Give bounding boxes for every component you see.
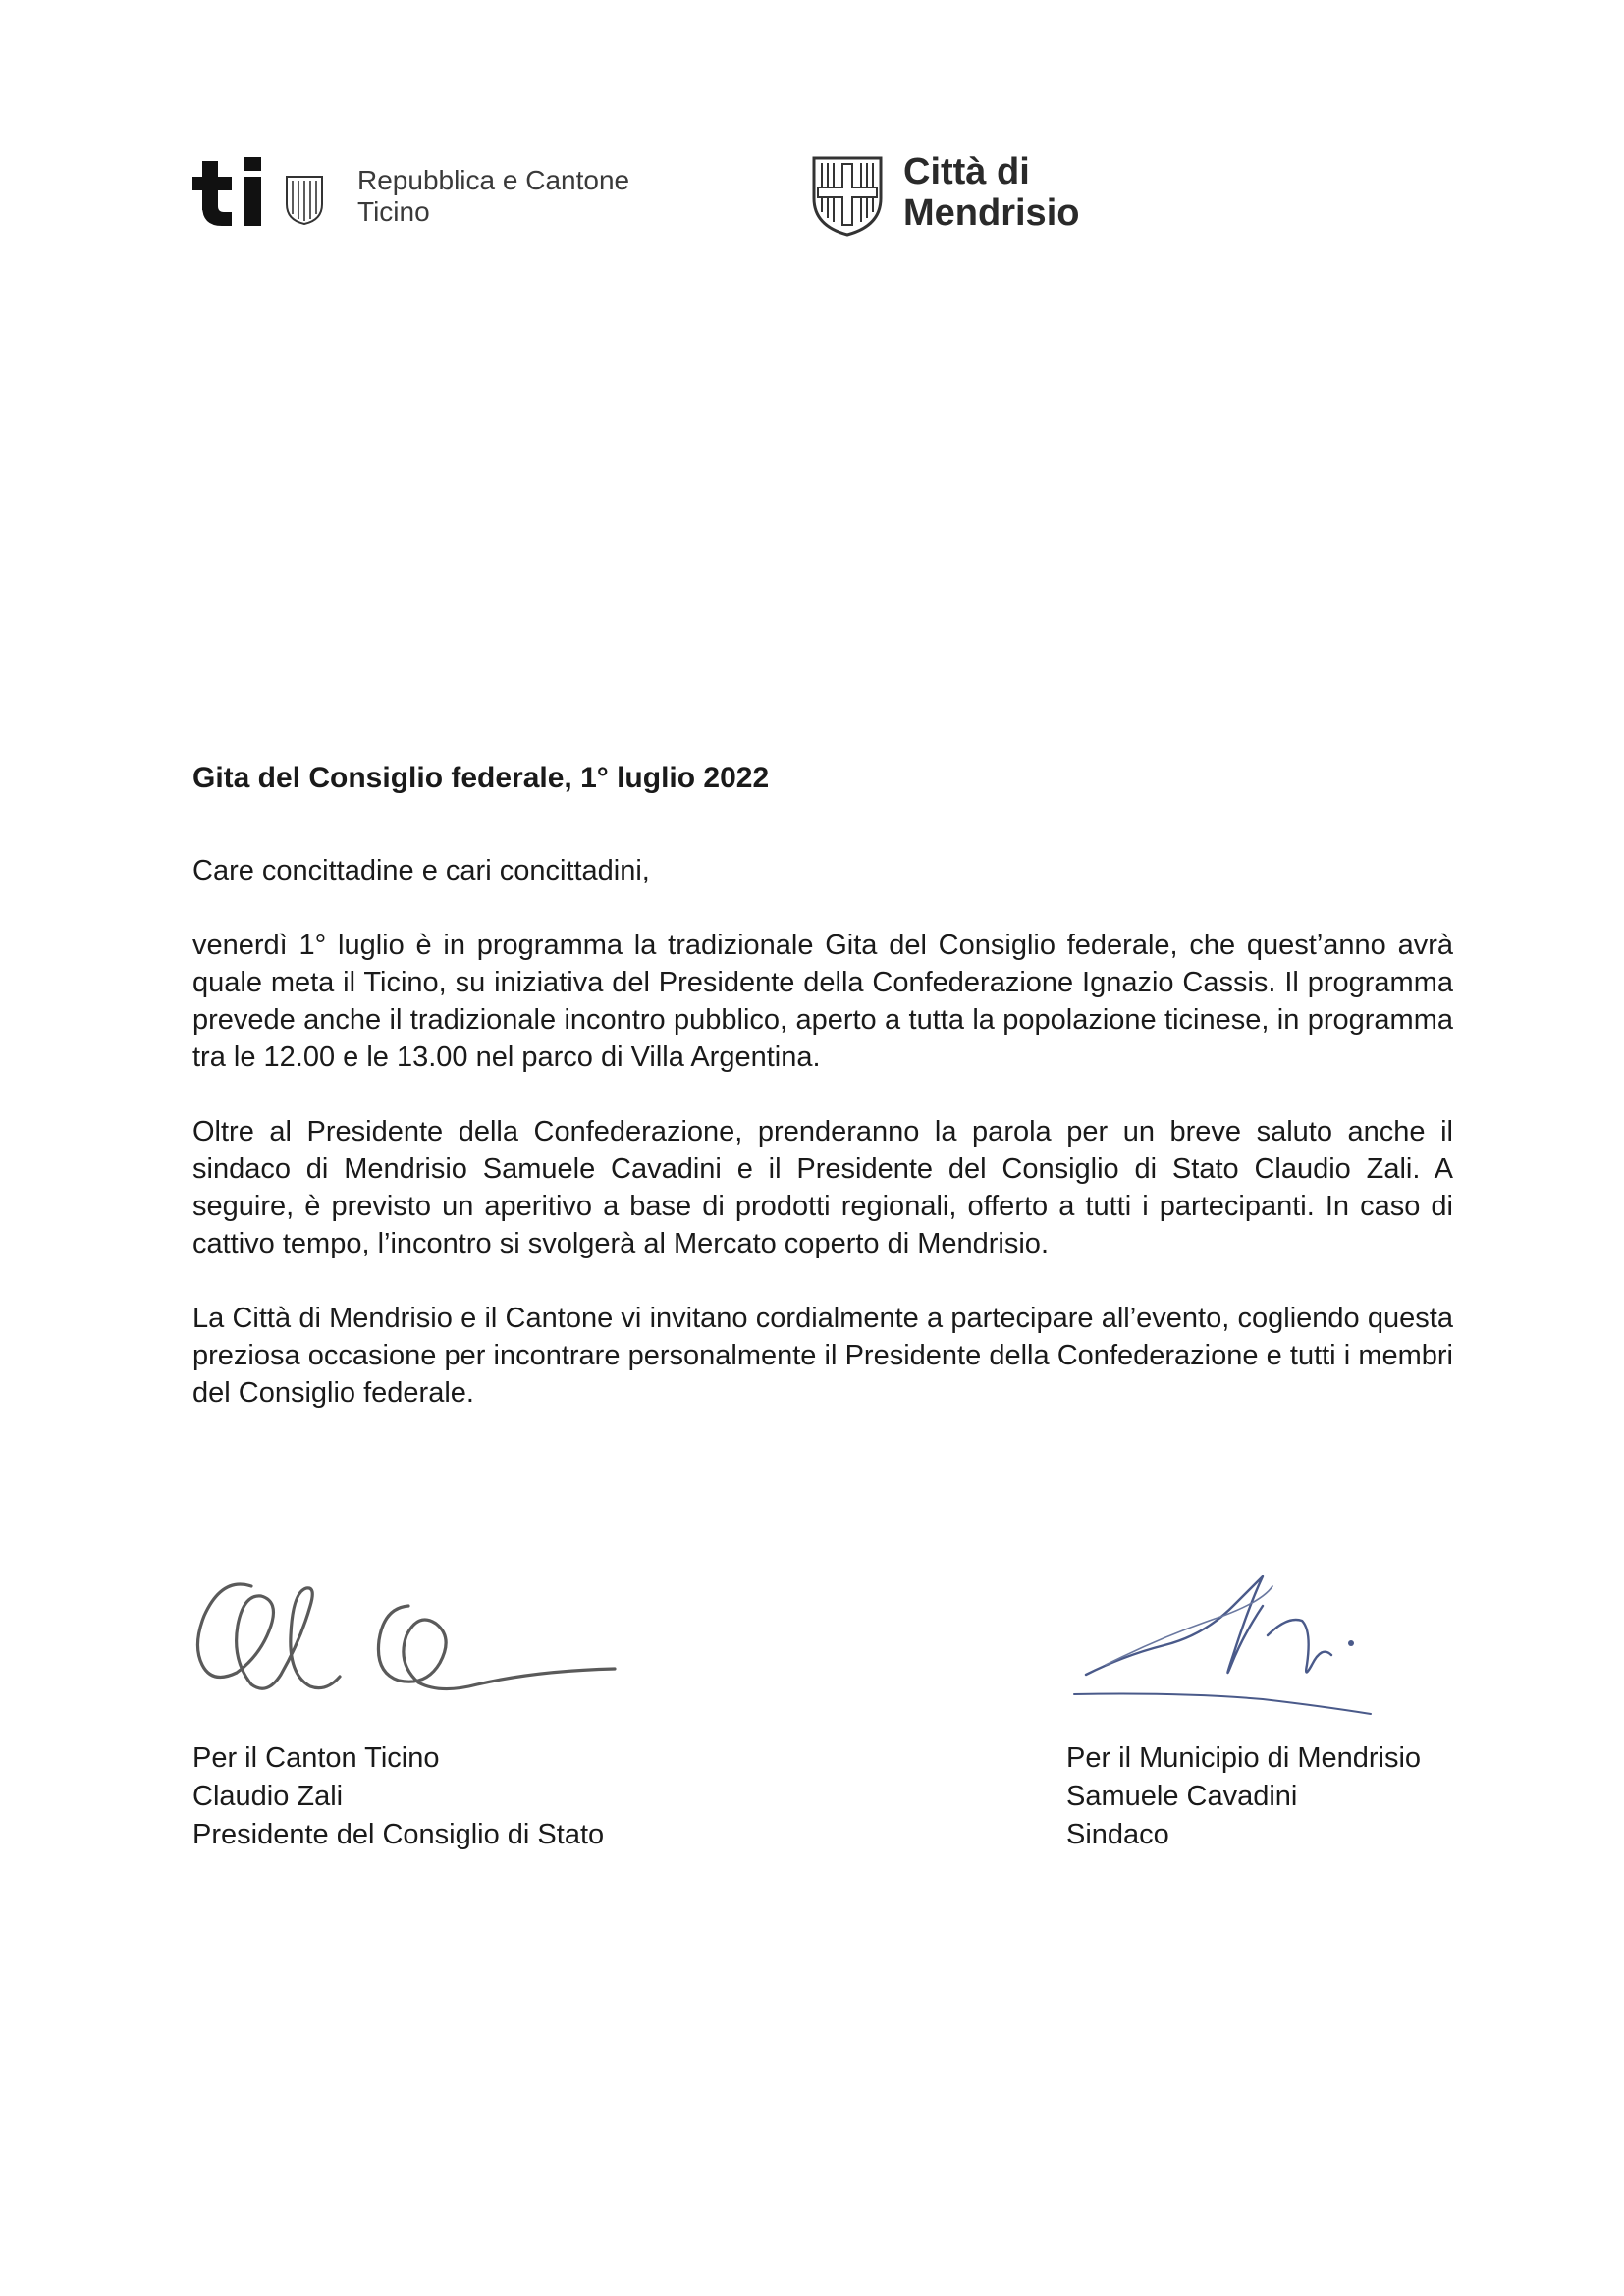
mendrisio-logo-line2: Mendrisio	[903, 192, 1080, 234]
signature-block-right	[1066, 1739, 1421, 1854]
ticino-shield-icon	[285, 175, 324, 226]
mendrisio-logo-line1: Città di	[903, 151, 1030, 192]
ticino-logo-line1: Repubblica e Cantone	[357, 165, 630, 195]
signature-block-left	[192, 1739, 604, 1854]
mendrisio-logo	[811, 151, 1125, 240]
ticino-logo	[192, 157, 644, 230]
signature-left-role: Presidente del Consiglio di Stato	[192, 1819, 605, 1850]
signature-right-line1: Per il Municipio di Mendrisio	[1066, 1742, 1422, 1774]
mendrisio-logo-text	[903, 151, 1079, 234]
letter-body	[192, 760, 1453, 1449]
ticino-logo-text	[357, 165, 629, 228]
signature-claudio-zali	[183, 1547, 624, 1714]
signature-right-role: Sindaco	[1066, 1819, 1169, 1850]
mendrisio-shield-icon	[811, 155, 884, 238]
letter-paragraph: Oltre al Presidente della Confederazione, prenderanno la parola per un breve saluto anche il sindaco di Mendrisio Samuele Cavadini e il Presidente del Consiglio di Stato Claudio Zali. A seguire, è previsto un aperitivo a base di prodotti regionali, offerto a tutti i partecipanti. In caso di cattivo tempo, l’incontro si svolgerà al Mercato coperto di Mendrisio.	[192, 1116, 1453, 1259]
signature-samuele-cavadini	[1066, 1547, 1380, 1724]
signature-right-name: Samuele Cavadini	[1066, 1781, 1298, 1812]
ticino-logo-line2: Ticino	[357, 196, 430, 227]
letter-paragraph: venerdì 1° luglio è in programma la tradizionale Gita del Consiglio federale, che quest’anno avrà quale meta il Ticino, su iniziativa del Presidente della Confederazione Ignazio Cassis. Il programma prevede anche il tradizionale incontro pubblico, aperto a tutta la popolazione ticinese, in programma tra le 12.00 e le 13.00 nel parco di Villa Argentina.	[192, 930, 1453, 1073]
letter-paragraph: La Città di Mendrisio e il Cantone vi invitano cordialmente a partecipare all’evento, cogliendo questa preziosa occasione per incontrare personalmente il Presidente della Confederazione e tutti i membri del Consiglio federale.	[192, 1303, 1453, 1409]
ti-logo-icon	[192, 157, 271, 228]
letter-subject: Gita del Consiglio federale, 1° luglio 2022	[192, 762, 770, 794]
signature-left-name: Claudio Zali	[192, 1781, 344, 1812]
signature-left-line1: Per il Canton Ticino	[192, 1742, 440, 1774]
letter-salutation: Care concittadine e cari concittadini,	[192, 855, 650, 886]
